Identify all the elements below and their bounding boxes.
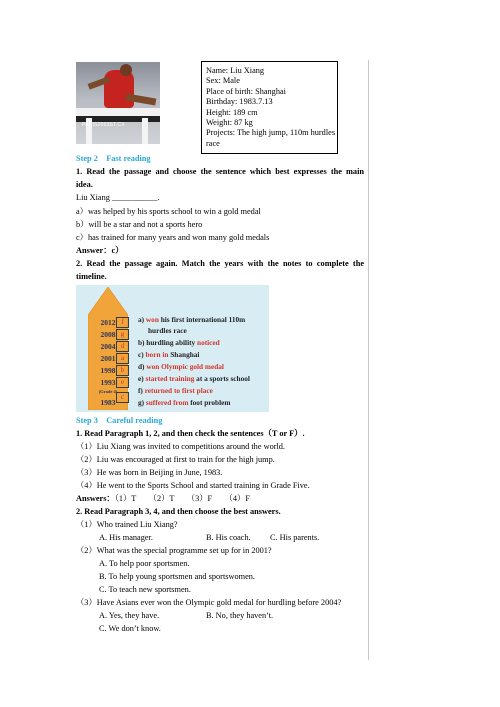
note-e <box>138 374 250 383</box>
answer-box-1983: c <box>116 392 129 403</box>
profile-place: Place of birth: Shanghai <box>206 86 286 96</box>
note-c-prefix: c) <box>138 350 146 359</box>
note-f-prefix: f) <box>138 386 145 395</box>
q1-option-a: a）was helped by his sports school to win a gold medal <box>76 207 261 216</box>
note-a-key: won <box>145 315 159 324</box>
note-g <box>138 398 230 407</box>
step3-heading: Step 3 Careful reading <box>76 416 163 425</box>
note-b <box>138 338 220 347</box>
note-a <box>138 315 245 324</box>
note-c-rest: Shanghai <box>168 350 200 359</box>
year-2001: 2001 <box>100 354 116 363</box>
profile-sex: Sex: Male <box>206 76 240 86</box>
hurdle-leg <box>142 118 148 144</box>
note-a-prefix: a) <box>138 315 146 324</box>
answer-box-2008: g <box>116 329 129 340</box>
note-g-key: suffered from <box>145 398 189 407</box>
note-f <box>138 386 213 395</box>
note-e-rest: at a sports school <box>194 374 250 383</box>
q2-instruction-cont: timeline. <box>76 272 107 281</box>
timeline-figure <box>76 285 269 412</box>
runner-head <box>120 64 132 76</box>
q2-instruction: 2. Read the passage again. Match the years with the notes to complete the <box>76 259 364 268</box>
q1-instruction-cont: idea. <box>76 180 93 189</box>
year-1983: 1983 <box>100 398 116 407</box>
mc1-option-b: B. His coach. <box>206 533 251 542</box>
step2-heading: Step 2 Fast reading <box>76 154 151 163</box>
step3-task1: 1. Read Paragraph 1, 2, and then check the sentences（T or F）. <box>76 429 305 438</box>
mc2-option-c: C. To teach new sportsmen. <box>99 585 191 594</box>
step3-task2: 2. Read Paragraph 3, 4, and then choose the best answers. <box>76 507 281 516</box>
profile-birthday: Birthday: 1983.7.13 <box>206 97 273 107</box>
margin-line <box>368 60 369 660</box>
profile-projects: Projects: The high jump, 110m hurdles race <box>206 128 336 148</box>
mc1-option-c: C. His parents. <box>270 533 320 542</box>
mc3-option-a: A. Yes, they have. <box>99 611 160 620</box>
note-e-prefix: e) <box>138 374 146 383</box>
hurdle-bar <box>76 108 160 116</box>
year-2004: 2004 <box>100 342 116 351</box>
profile-name: Name: Liu Xiang <box>206 66 265 75</box>
q1-answer: Answer：c） <box>76 246 124 255</box>
profile-box <box>201 61 338 154</box>
answer-box-2001: a <box>116 353 129 364</box>
q1-option-c: c）has trained for many years and won many gold medals <box>76 233 270 242</box>
profile-weight: Weight: 87 kg <box>206 118 253 128</box>
year-1993: 1993 <box>100 378 116 387</box>
mc1-option-a: A. His manager. <box>99 533 153 542</box>
note-a-line2: hurdles race <box>148 326 187 335</box>
mc2-option-a: A. To help poor sportsmen. <box>99 559 190 568</box>
year-grade-note: (Grade 4) <box>98 389 118 394</box>
q1-instruction: 1. Read the passage and choose the sentence which best expresses the main <box>76 167 364 176</box>
note-d <box>138 362 224 371</box>
tf-sentence-2: （2）Liu was encouraged at first to train for the high jump. <box>76 455 275 464</box>
note-g-prefix: g) <box>138 398 146 407</box>
mc-question-2: （2）What was the special programme set up for in 2001? <box>76 546 272 555</box>
year-2008: 2008 <box>100 330 116 339</box>
tf-sentence-4: （4）He went to the Sports School and started training in Grade Five. <box>76 481 310 490</box>
profile-height: Height: 189 cm <box>206 107 258 117</box>
answer-box-1998: b <box>116 365 129 376</box>
photo-caption: PARIS2003ST.CX <box>82 122 125 128</box>
mc-question-1: （1）Who trained Liu Xiang? <box>76 520 178 529</box>
answers-values: （1）T （2）T （3）F （4）F <box>114 494 250 503</box>
runner-body <box>104 70 134 108</box>
mc2-option-b: B. To help young sportsmen and sportswomen. <box>99 572 255 581</box>
mc3-option-c: C. We don’t know. <box>99 624 161 633</box>
tf-sentence-3: （3）He was born in Beijing in June, 1983. <box>76 468 223 477</box>
tf-answers <box>76 493 250 505</box>
answer-box-2012: f <box>116 317 129 328</box>
athlete-photo <box>76 62 160 144</box>
mc3-option-b: B. No, they haven’t. <box>206 611 274 620</box>
note-b-key: noticed <box>197 338 220 347</box>
year-2012: 2012 <box>100 318 116 327</box>
note-d-prefix: d) <box>138 362 147 371</box>
note-c-key: born in <box>145 350 169 359</box>
answer-box-2004: d <box>116 341 129 352</box>
tf-sentence-1: （1）Liu Xiang was invited to competitions around the world. <box>76 442 286 451</box>
note-g-rest: foot problem <box>188 398 231 407</box>
answer-box-1993: e <box>116 377 129 388</box>
note-b-prefix: b) hurdling ability <box>138 338 198 347</box>
year-1998: 1998 <box>100 366 116 375</box>
note-c <box>138 350 199 359</box>
note-d-key: won Olympic gold medal <box>146 362 224 371</box>
q1-option-b: b）will be a star and not a sports hero <box>76 220 203 229</box>
note-f-key: returned to first place <box>144 386 213 395</box>
q1-stem: Liu Xiang ___________. <box>76 193 160 202</box>
answers-label: Answers： <box>76 494 115 503</box>
note-a-rest: his first international 110m <box>158 315 246 324</box>
note-e-key: started training <box>145 374 195 383</box>
mc-question-3: （3）Have Asians ever won the Olympic gold medal for hurdling before 2004? <box>76 598 342 607</box>
